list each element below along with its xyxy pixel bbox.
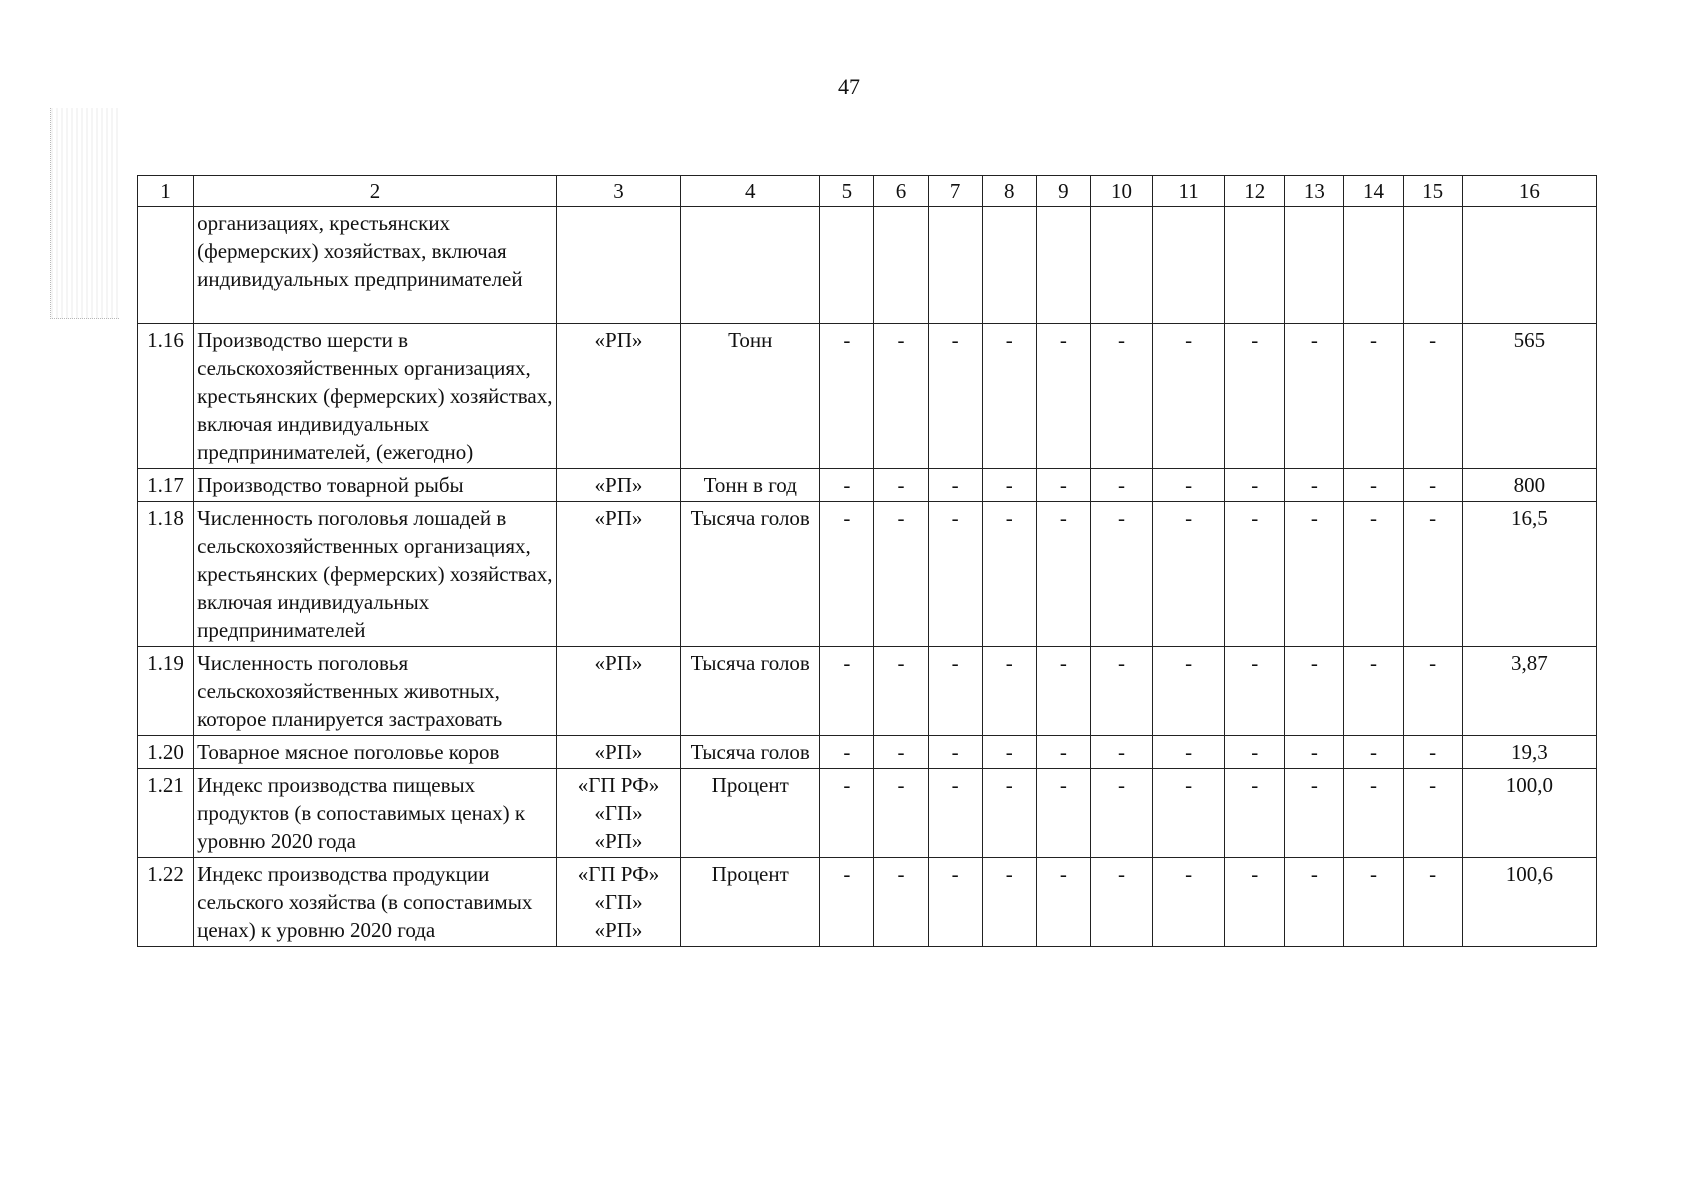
table-row xyxy=(138,469,1597,502)
year-value-cell: - xyxy=(1153,324,1225,469)
indicator-cell: Индекс производства пищевых продуктов (в сопоставимых ценах) к уровню 2020 года xyxy=(194,769,557,858)
year-value-cell: - xyxy=(982,502,1036,647)
year-value-cell: - xyxy=(1153,647,1225,736)
year-value-cell: - xyxy=(1090,647,1152,736)
year-value-cell: - xyxy=(1403,647,1462,736)
indicator-cell: Производство шерсти в сельскохозяйственных организациях, крестьянских (фермерских) хозяйствах, включая индивидуальных предпринимателей, (ежегодно) xyxy=(194,324,557,469)
year-value-cell: - xyxy=(1225,769,1285,858)
unit-cell xyxy=(681,207,820,324)
unit-cell: Процент xyxy=(681,858,820,947)
column-header: 15 xyxy=(1403,176,1462,207)
year-value-cell: - xyxy=(982,469,1036,502)
year-value-cell: - xyxy=(1090,324,1152,469)
year-value-cell: - xyxy=(1344,736,1403,769)
year-value-cell: - xyxy=(1090,858,1152,947)
level-cell: «ГП РФ» «ГП» «РП» xyxy=(556,769,680,858)
empty-cell xyxy=(1285,207,1344,324)
year-value-cell: - xyxy=(874,647,928,736)
empty-cell xyxy=(1403,207,1462,324)
empty-cell xyxy=(820,207,874,324)
level-cell: «РП» xyxy=(556,469,680,502)
level-cell: «РП» xyxy=(556,647,680,736)
year-value-cell: - xyxy=(928,647,982,736)
year-value-cell: - xyxy=(1153,502,1225,647)
year-value-cell: - xyxy=(1344,469,1403,502)
empty-cell xyxy=(874,207,928,324)
year-value-cell: - xyxy=(1403,858,1462,947)
empty-cell xyxy=(1090,207,1152,324)
year-value-cell: - xyxy=(1285,769,1344,858)
column-header: 10 xyxy=(1090,176,1152,207)
year-value-cell: - xyxy=(874,769,928,858)
empty-cell xyxy=(982,207,1036,324)
year-value-cell: - xyxy=(928,502,982,647)
year-value-cell: - xyxy=(1403,324,1462,469)
level-cell: «РП» xyxy=(556,736,680,769)
year-value-cell: - xyxy=(874,736,928,769)
unit-cell: Тысяча голов xyxy=(681,647,820,736)
year-value-cell: - xyxy=(1090,502,1152,647)
column-header: 9 xyxy=(1036,176,1090,207)
row-number-cell: 1.21 xyxy=(138,769,194,858)
column-header: 13 xyxy=(1285,176,1344,207)
unit-cell: Тысяча голов xyxy=(681,502,820,647)
year-value-cell: - xyxy=(820,647,874,736)
year-value-cell: - xyxy=(928,324,982,469)
empty-cell xyxy=(928,207,982,324)
unit-cell: Тонн xyxy=(681,324,820,469)
year-value-cell: - xyxy=(1344,647,1403,736)
year-value-cell: - xyxy=(1090,736,1152,769)
year-value-cell: - xyxy=(1225,324,1285,469)
year-value-cell: - xyxy=(1403,769,1462,858)
level-cell: «РП» xyxy=(556,502,680,647)
continuation-row xyxy=(138,207,1597,324)
table-row xyxy=(138,858,1597,947)
unit-cell: Процент xyxy=(681,769,820,858)
column-header: 16 xyxy=(1462,176,1596,207)
year-value-cell: - xyxy=(928,858,982,947)
row-number-cell: 1.16 xyxy=(138,324,194,469)
unit-cell: Тысяча голов xyxy=(681,736,820,769)
row-number-cell: 1.22 xyxy=(138,858,194,947)
column-header: 5 xyxy=(820,176,874,207)
value-cell: 100,6 xyxy=(1462,858,1596,947)
year-value-cell: - xyxy=(1285,469,1344,502)
year-value-cell: - xyxy=(874,858,928,947)
indicator-cell: Товарное мясное поголовье коров xyxy=(194,736,557,769)
year-value-cell: - xyxy=(982,736,1036,769)
year-value-cell: - xyxy=(928,769,982,858)
year-value-cell: - xyxy=(874,469,928,502)
year-value-cell: - xyxy=(1225,736,1285,769)
row-number-cell: 1.19 xyxy=(138,647,194,736)
table-row xyxy=(138,736,1597,769)
row-number-cell xyxy=(138,207,194,324)
year-value-cell: - xyxy=(820,769,874,858)
indicator-cell: Производство товарной рыбы xyxy=(194,469,557,502)
year-value-cell: - xyxy=(1344,858,1403,947)
year-value-cell: - xyxy=(928,736,982,769)
level-cell: «ГП РФ» «ГП» «РП» xyxy=(556,858,680,947)
year-value-cell: - xyxy=(1153,469,1225,502)
year-value-cell: - xyxy=(1344,502,1403,647)
year-value-cell: - xyxy=(1153,736,1225,769)
empty-cell xyxy=(1225,207,1285,324)
year-value-cell: - xyxy=(1153,769,1225,858)
year-value-cell: - xyxy=(1285,647,1344,736)
year-value-cell: - xyxy=(1225,502,1285,647)
year-value-cell: - xyxy=(982,324,1036,469)
year-value-cell: - xyxy=(1344,769,1403,858)
row-number-cell: 1.18 xyxy=(138,502,194,647)
table-row xyxy=(138,324,1597,469)
page-number: 47 xyxy=(838,74,860,99)
value-cell xyxy=(1462,207,1596,324)
year-value-cell: - xyxy=(820,469,874,502)
table-row xyxy=(138,647,1597,736)
year-value-cell: - xyxy=(1225,647,1285,736)
value-cell: 19,3 xyxy=(1462,736,1596,769)
year-value-cell: - xyxy=(1036,502,1090,647)
year-value-cell: - xyxy=(982,647,1036,736)
empty-cell xyxy=(1344,207,1403,324)
column-header: 11 xyxy=(1153,176,1225,207)
column-header: 2 xyxy=(194,176,557,207)
year-value-cell: - xyxy=(1036,736,1090,769)
table-row xyxy=(138,769,1597,858)
year-value-cell: - xyxy=(1036,769,1090,858)
year-value-cell: - xyxy=(874,324,928,469)
value-cell: 800 xyxy=(1462,469,1596,502)
column-header: 14 xyxy=(1344,176,1403,207)
year-value-cell: - xyxy=(1153,858,1225,947)
unit-cell: Тонн в год xyxy=(681,469,820,502)
empty-cell xyxy=(1153,207,1225,324)
indicator-cell: Численность поголовья лошадей в сельскохозяйственных организациях, крестьянских (фермерских) хозяйствах, включая индивидуальных предпринимателей xyxy=(194,502,557,647)
header-row xyxy=(138,176,1597,207)
margin-stamp xyxy=(50,108,119,319)
year-value-cell: - xyxy=(820,324,874,469)
year-value-cell: - xyxy=(1036,647,1090,736)
year-value-cell: - xyxy=(1036,324,1090,469)
year-value-cell: - xyxy=(1036,858,1090,947)
year-value-cell: - xyxy=(1090,769,1152,858)
year-value-cell: - xyxy=(982,858,1036,947)
year-value-cell: - xyxy=(820,858,874,947)
table-row xyxy=(138,502,1597,647)
indicator-cell: организациях, крестьянских (фермерских) хозяйствах, включая индивидуальных предпринимателей xyxy=(194,207,557,324)
year-value-cell: - xyxy=(928,469,982,502)
column-header: 8 xyxy=(982,176,1036,207)
indicator-cell: Численность поголовья сельскохозяйственных животных, которое планируется застраховать xyxy=(194,647,557,736)
year-value-cell: - xyxy=(1285,502,1344,647)
column-header: 7 xyxy=(928,176,982,207)
year-value-cell: - xyxy=(1344,324,1403,469)
column-header: 1 xyxy=(138,176,194,207)
column-header: 4 xyxy=(681,176,820,207)
column-header: 3 xyxy=(556,176,680,207)
year-value-cell: - xyxy=(1403,469,1462,502)
year-value-cell: - xyxy=(820,502,874,647)
value-cell: 565 xyxy=(1462,324,1596,469)
year-value-cell: - xyxy=(1225,858,1285,947)
value-cell: 100,0 xyxy=(1462,769,1596,858)
year-value-cell: - xyxy=(1285,324,1344,469)
year-value-cell: - xyxy=(1403,736,1462,769)
year-value-cell: - xyxy=(1285,736,1344,769)
year-value-cell: - xyxy=(1036,469,1090,502)
year-value-cell: - xyxy=(1403,502,1462,647)
row-number-cell: 1.20 xyxy=(138,736,194,769)
value-cell: 3,87 xyxy=(1462,647,1596,736)
year-value-cell: - xyxy=(982,769,1036,858)
empty-cell xyxy=(1036,207,1090,324)
year-value-cell: - xyxy=(874,502,928,647)
column-header: 6 xyxy=(874,176,928,207)
year-value-cell: - xyxy=(820,736,874,769)
row-number-cell: 1.17 xyxy=(138,469,194,502)
level-cell xyxy=(556,207,680,324)
column-header: 12 xyxy=(1225,176,1285,207)
year-value-cell: - xyxy=(1285,858,1344,947)
year-value-cell: - xyxy=(1090,469,1152,502)
level-cell: «РП» xyxy=(556,324,680,469)
indicator-cell: Индекс производства продукции сельского хозяйства (в сопоставимых ценах) к уровню 2020 года xyxy=(194,858,557,947)
year-value-cell: - xyxy=(1225,469,1285,502)
value-cell: 16,5 xyxy=(1462,502,1596,647)
indicators-table xyxy=(137,175,1597,947)
